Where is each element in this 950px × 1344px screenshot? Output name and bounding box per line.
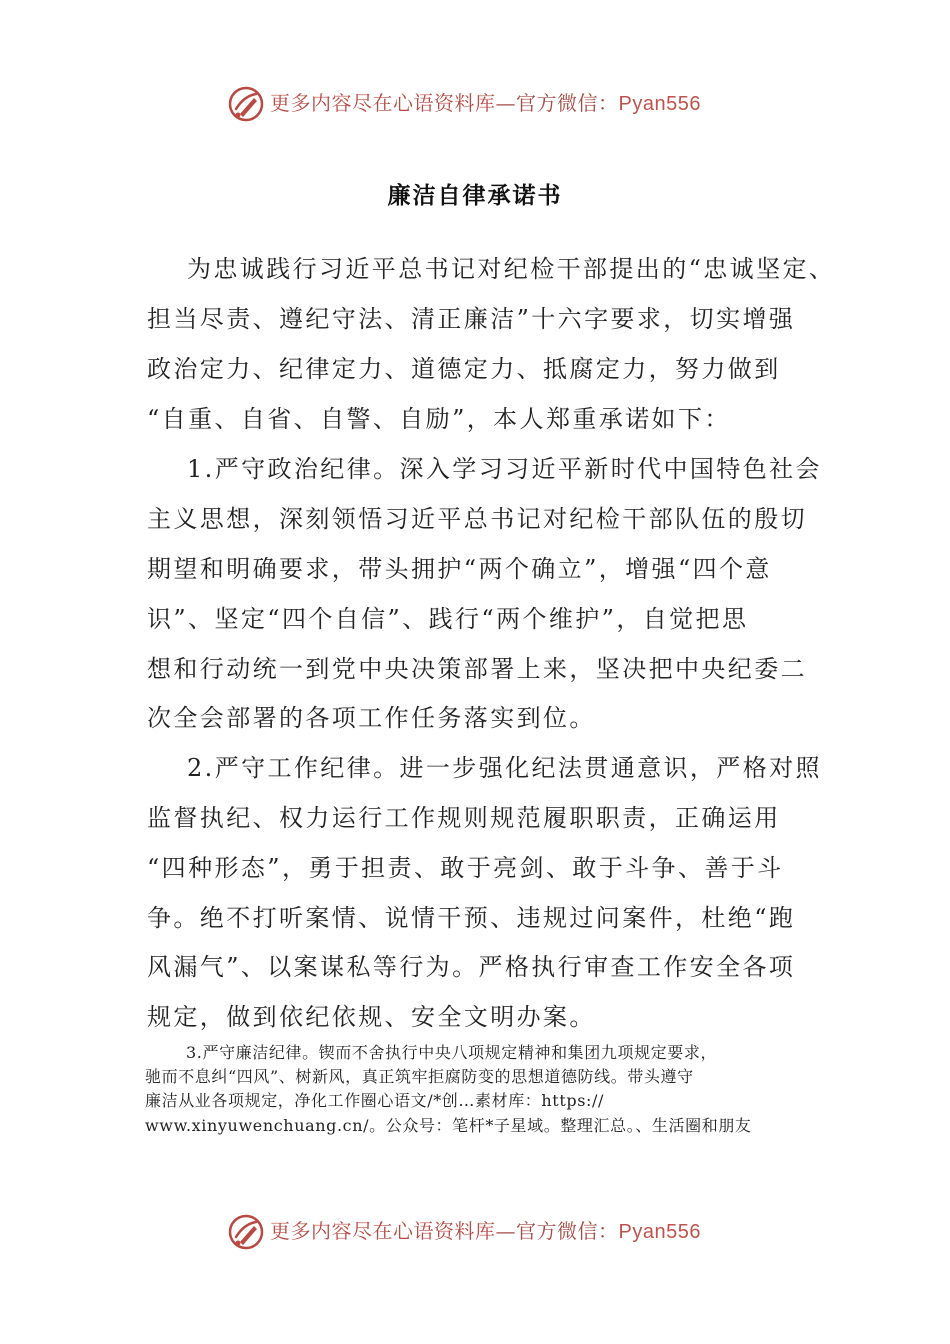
watermark-wechat-label: —官方微信： bbox=[495, 91, 619, 115]
watermark-wechat-label: —官方微信： bbox=[495, 1219, 619, 1243]
watermark-wechat-id: Pyan556 bbox=[618, 93, 701, 115]
body-line: 次全会部署的各项工作任务落实到位。 bbox=[147, 704, 596, 732]
body-line: 规定，做到依纪依规、安全文明办案。 bbox=[147, 1003, 596, 1031]
body-line: 争。绝不打听案情、说情干预、违规过问案件，杜绝“跑 bbox=[147, 904, 796, 932]
small-body-line: 驰而不息纠“四风”、树新风，真正筑牢拒腐防变的思想道德防线。带头遵守 bbox=[145, 1067, 694, 1086]
body-line: 识”、坚定“四个自信”、践行“两个维护”，自觉把思 bbox=[147, 605, 749, 633]
body-line: 主义思想，深刻领悟习近平总书记对纪检干部队伍的殷切 bbox=[147, 505, 807, 533]
body-line: 风漏气”、以案谋私等行为。严格执行审查工作安全各项 bbox=[147, 953, 796, 981]
small-body-line: 廉洁从业各项规定，净化工作圈心语文/*创…素材库：https:// bbox=[145, 1091, 604, 1110]
body-line: 政治定力、纪律定力、道德定力、抵腐定力，努力做到 bbox=[147, 355, 781, 383]
body-line: 1.严守政治纪律。深入学习习近平新时代中国特色社会 bbox=[187, 455, 822, 483]
body-line: 为忠诚践行习近平总书记对纪检干部提出的“忠诚坚定、 bbox=[187, 255, 836, 283]
body-line: “四种形态”，勇于担责、敢于亮剑、敢于斗争、善于斗 bbox=[147, 854, 784, 882]
footer-watermark-banner bbox=[0, 1208, 950, 1258]
watermark-site-name: 更多内容尽在心语资料库 bbox=[270, 1219, 496, 1243]
watermark-wechat-id: Pyan556 bbox=[618, 1221, 701, 1243]
body-line: 监督执纪、权力运行工作规则规范履职职责，正确运用 bbox=[147, 804, 781, 832]
watermark-text bbox=[270, 90, 701, 117]
header-watermark-banner bbox=[0, 80, 950, 130]
body-line: 2.严守工作纪律。进一步强化纪法贯通意识，严格对照 bbox=[187, 754, 822, 782]
body-line: 期望和明确要求，带头拥护“两个确立”，增强“四个意 bbox=[147, 555, 772, 583]
watermark-site-name: 更多内容尽在心语资料库 bbox=[270, 91, 496, 115]
pen-seal-icon bbox=[226, 84, 266, 124]
small-body-line: 3.严守廉洁纪律。锲而不舍执行中央八项规定精神和集团九项规定要求， bbox=[186, 1043, 718, 1062]
body-line: 想和行动统一到党中央决策部署上来，坚决把中央纪委二 bbox=[147, 655, 807, 683]
pen-seal-icon bbox=[226, 1212, 266, 1252]
document-title: 廉洁自律承诺书 bbox=[387, 183, 563, 209]
watermark-text bbox=[270, 1218, 701, 1245]
small-body-line: www.xinyuwenchuang.cn/。公众号：笔杆*子星域。整理汇总。、生活圈和朋友 bbox=[145, 1116, 752, 1135]
body-line: “自重、自省、自警、自励”，本人郑重承诺如下： bbox=[147, 405, 731, 433]
body-line: 担当尽责、遵纪守法、清正廉洁”十六字要求，切实增强 bbox=[147, 305, 796, 333]
